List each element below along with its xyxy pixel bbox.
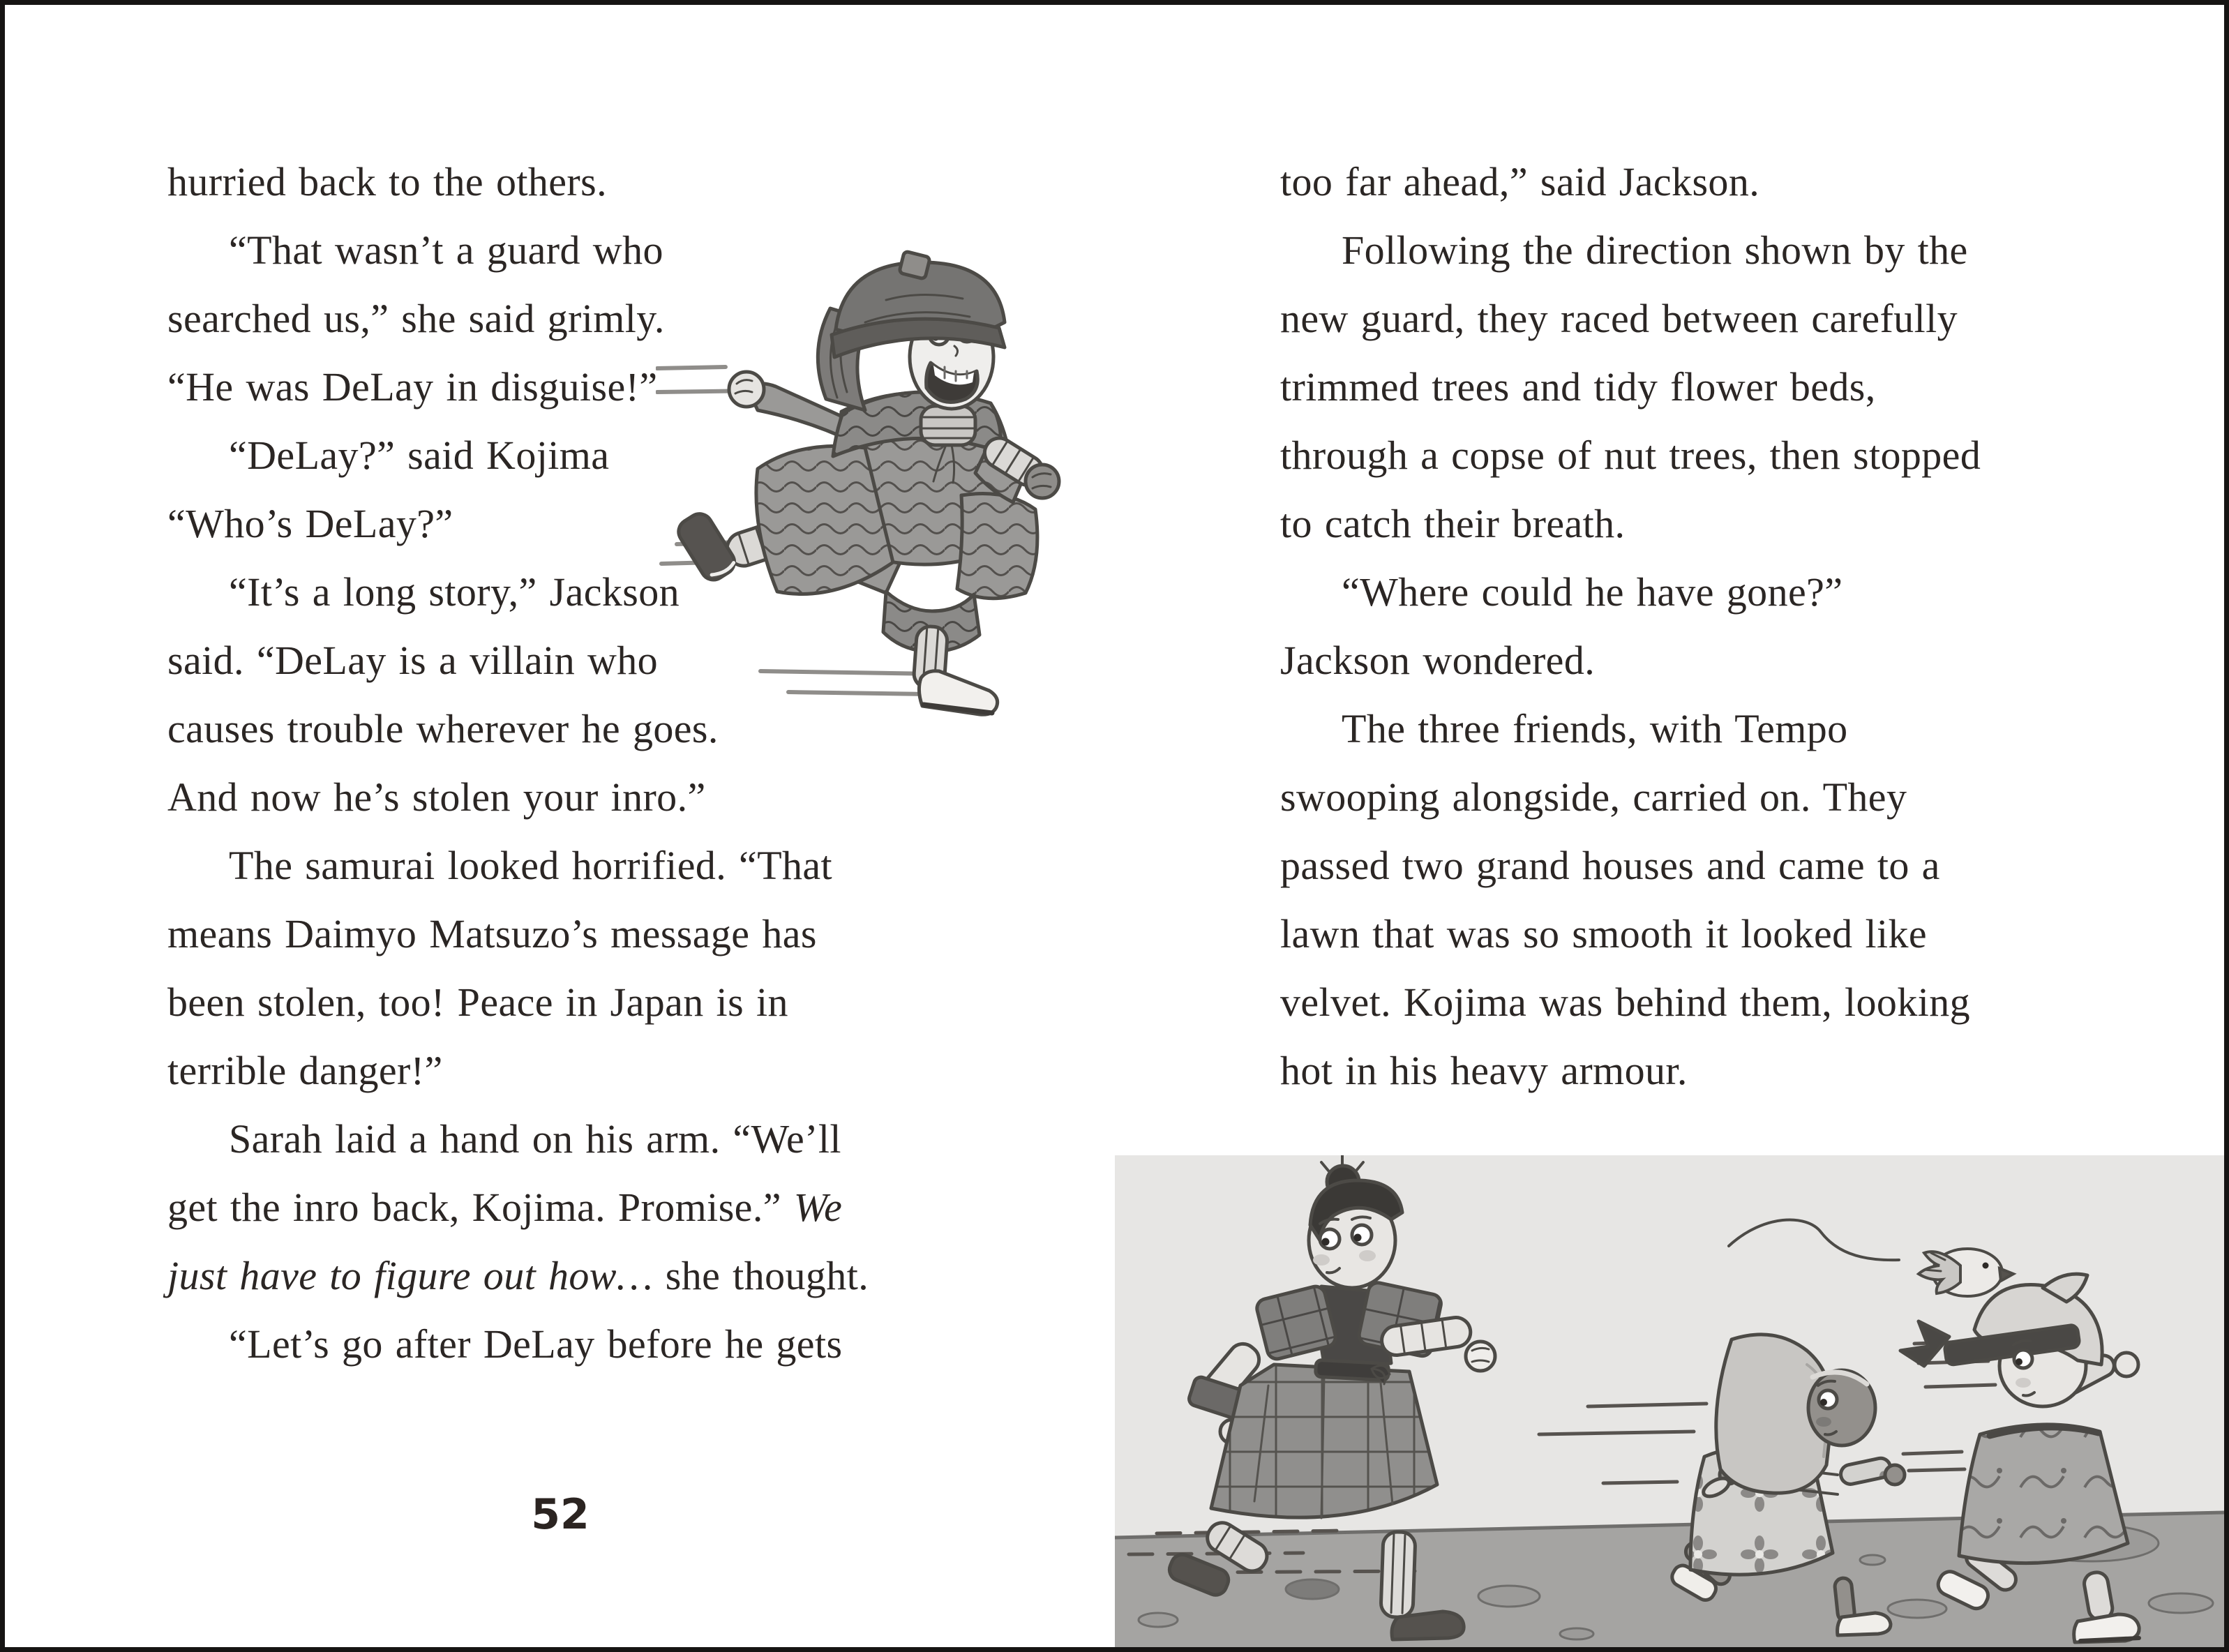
text-line: “He was DeLay in disguise!” xyxy=(167,364,658,410)
right-page-text xyxy=(1280,148,2187,1105)
text-line: causes trouble wherever he goes. xyxy=(167,706,719,751)
text-line: Jackson wondered. xyxy=(1280,638,1596,683)
text-line: new guard, they raced between carefully xyxy=(1280,296,1958,341)
page-number: 52 xyxy=(531,1490,590,1539)
text-line: “DeLay?” said Kojima xyxy=(229,433,610,478)
text-line: “It’s a long story,” Jackson xyxy=(229,569,680,615)
text-line: get the inro back, Kojima. Promise.” We xyxy=(167,1185,843,1230)
text-line: The three friends, with Tempo xyxy=(1342,706,1848,751)
text-line: “Where could he have gone?” xyxy=(1342,569,1843,615)
text-line: too far ahead,” said Jackson. xyxy=(1280,159,1760,204)
delay-figure xyxy=(674,251,1059,714)
text-line: through a copse of nut trees, then stopped xyxy=(1280,433,1981,478)
text-line: Following the direction shown by the xyxy=(1342,227,1968,273)
text-line: “That wasn’t a guard who xyxy=(229,227,663,273)
text-line: been stolen, too! Peace in Japan is in xyxy=(167,979,788,1025)
text-line: “Who’s DeLay?” xyxy=(167,501,453,546)
text-line: passed two grand houses and came to a xyxy=(1280,843,1940,888)
text-line: just have to figure out how… she thought. xyxy=(167,1253,869,1298)
text-line: terrible danger!” xyxy=(167,1048,443,1093)
text-line: Sarah laid a hand on his arm. “We’ll xyxy=(229,1116,841,1162)
text-line: hot in his heavy armour. xyxy=(1280,1048,1688,1093)
text-line: The samurai looked horrified. “That xyxy=(229,843,833,888)
text-line: velvet. Kojima was behind them, looking xyxy=(1280,979,1971,1025)
text-line: means Daimyo Matsuzo’s message has xyxy=(167,911,817,956)
text-line: said. “DeLay is a villain who xyxy=(167,638,659,683)
text-line: swooping alongside, carried on. They xyxy=(1280,774,1907,820)
text-line: lawn that was so smooth it looked like xyxy=(1280,911,1928,956)
friends-running-illustration xyxy=(1115,1155,2224,1647)
tempo-bird xyxy=(1729,1219,2013,1296)
text-line: trimmed trees and tidy flower beds, xyxy=(1280,364,1876,410)
text-line: And now he’s stolen your inro.” xyxy=(167,774,706,820)
text-line: “Let’s go after DeLay before he gets xyxy=(229,1321,843,1367)
text-line: searched us,” she said grimly. xyxy=(167,296,665,341)
delay-running-illustration xyxy=(656,244,1088,726)
text-line: hurried back to the others. xyxy=(167,159,607,204)
text-line: to catch their breath. xyxy=(1280,501,1626,546)
